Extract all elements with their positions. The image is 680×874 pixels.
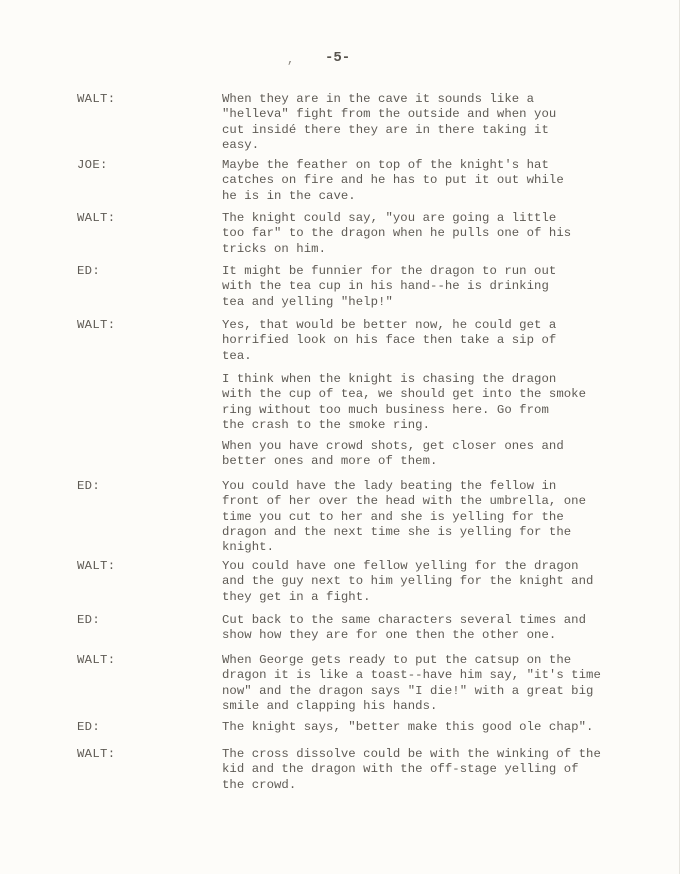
speaker-label: WALT: (77, 653, 116, 667)
speaker-label: WALT: (77, 92, 116, 106)
speaker-label: ED: (77, 479, 101, 493)
speaker-label: ED: (77, 264, 101, 278)
dialogue-text: Maybe the feather on top of the knight's hat catches on fire and he has to put it out while he is in the cave. (222, 158, 564, 203)
dialogue-text: When they are in the cave it sounds like a "helleva" fight from the outside and when you cut insidé there they are in there taking it easy. (222, 92, 557, 152)
speaker-label: WALT: (77, 747, 116, 761)
dialogue-text: The knight says, "better make this good ole chap". (222, 720, 594, 734)
dialogue-text: I think when the knight is chasing the dragon with the cup of tea, we should get into the smoke ring without too much business here. Go from the crash to the smoke ring. (222, 372, 587, 432)
speaker-label: ED: (77, 613, 101, 627)
stray-mark: , (287, 53, 295, 67)
page-number: -5- (325, 50, 351, 66)
dialogue-text: You could have the lady beating the fellow in front of her over the head with the umbrella, one time you cut to her and she is yelling for the dragon and the next time she is yelling for the knight. (222, 479, 587, 555)
dialogue-text: Yes, that would be better now, he could get a horrified look on his face then take a sip of tea. (222, 318, 557, 363)
dialogue-text: When you have crowd shots, get closer ones and better ones and more of them. (222, 439, 564, 469)
dialogue-text: When George gets ready to put the catsup on the dragon it is like a toast--have him say, "it's time now" and the dragon says "I die!" with a great big smile and clapping his hands. (222, 653, 601, 713)
dialogue-text: You could have one fellow yelling for the dragon and the guy next to him yelling for the knight and they get in a fight. (222, 559, 594, 604)
speaker-label: JOE: (77, 158, 108, 172)
dialogue-text: It might be funnier for the dragon to run out with the tea cup in his hand--he is drinking tea and yelling "help!" (222, 264, 557, 309)
dialogue-text: The cross dissolve could be with the winking of the kid and the dragon with the off-stage yelling of the crowd. (222, 747, 601, 792)
dialogue-text: The knight could say, "you are going a little too far" to the dragon when he pulls one of his tricks on him. (222, 211, 572, 256)
dialogue-text: Cut back to the same characters several times and show how they are for one then the other one. (222, 613, 587, 643)
speaker-label: WALT: (77, 318, 116, 332)
speaker-label: WALT: (77, 559, 116, 573)
speaker-label: ED: (77, 720, 101, 734)
speaker-label: WALT: (77, 211, 116, 225)
